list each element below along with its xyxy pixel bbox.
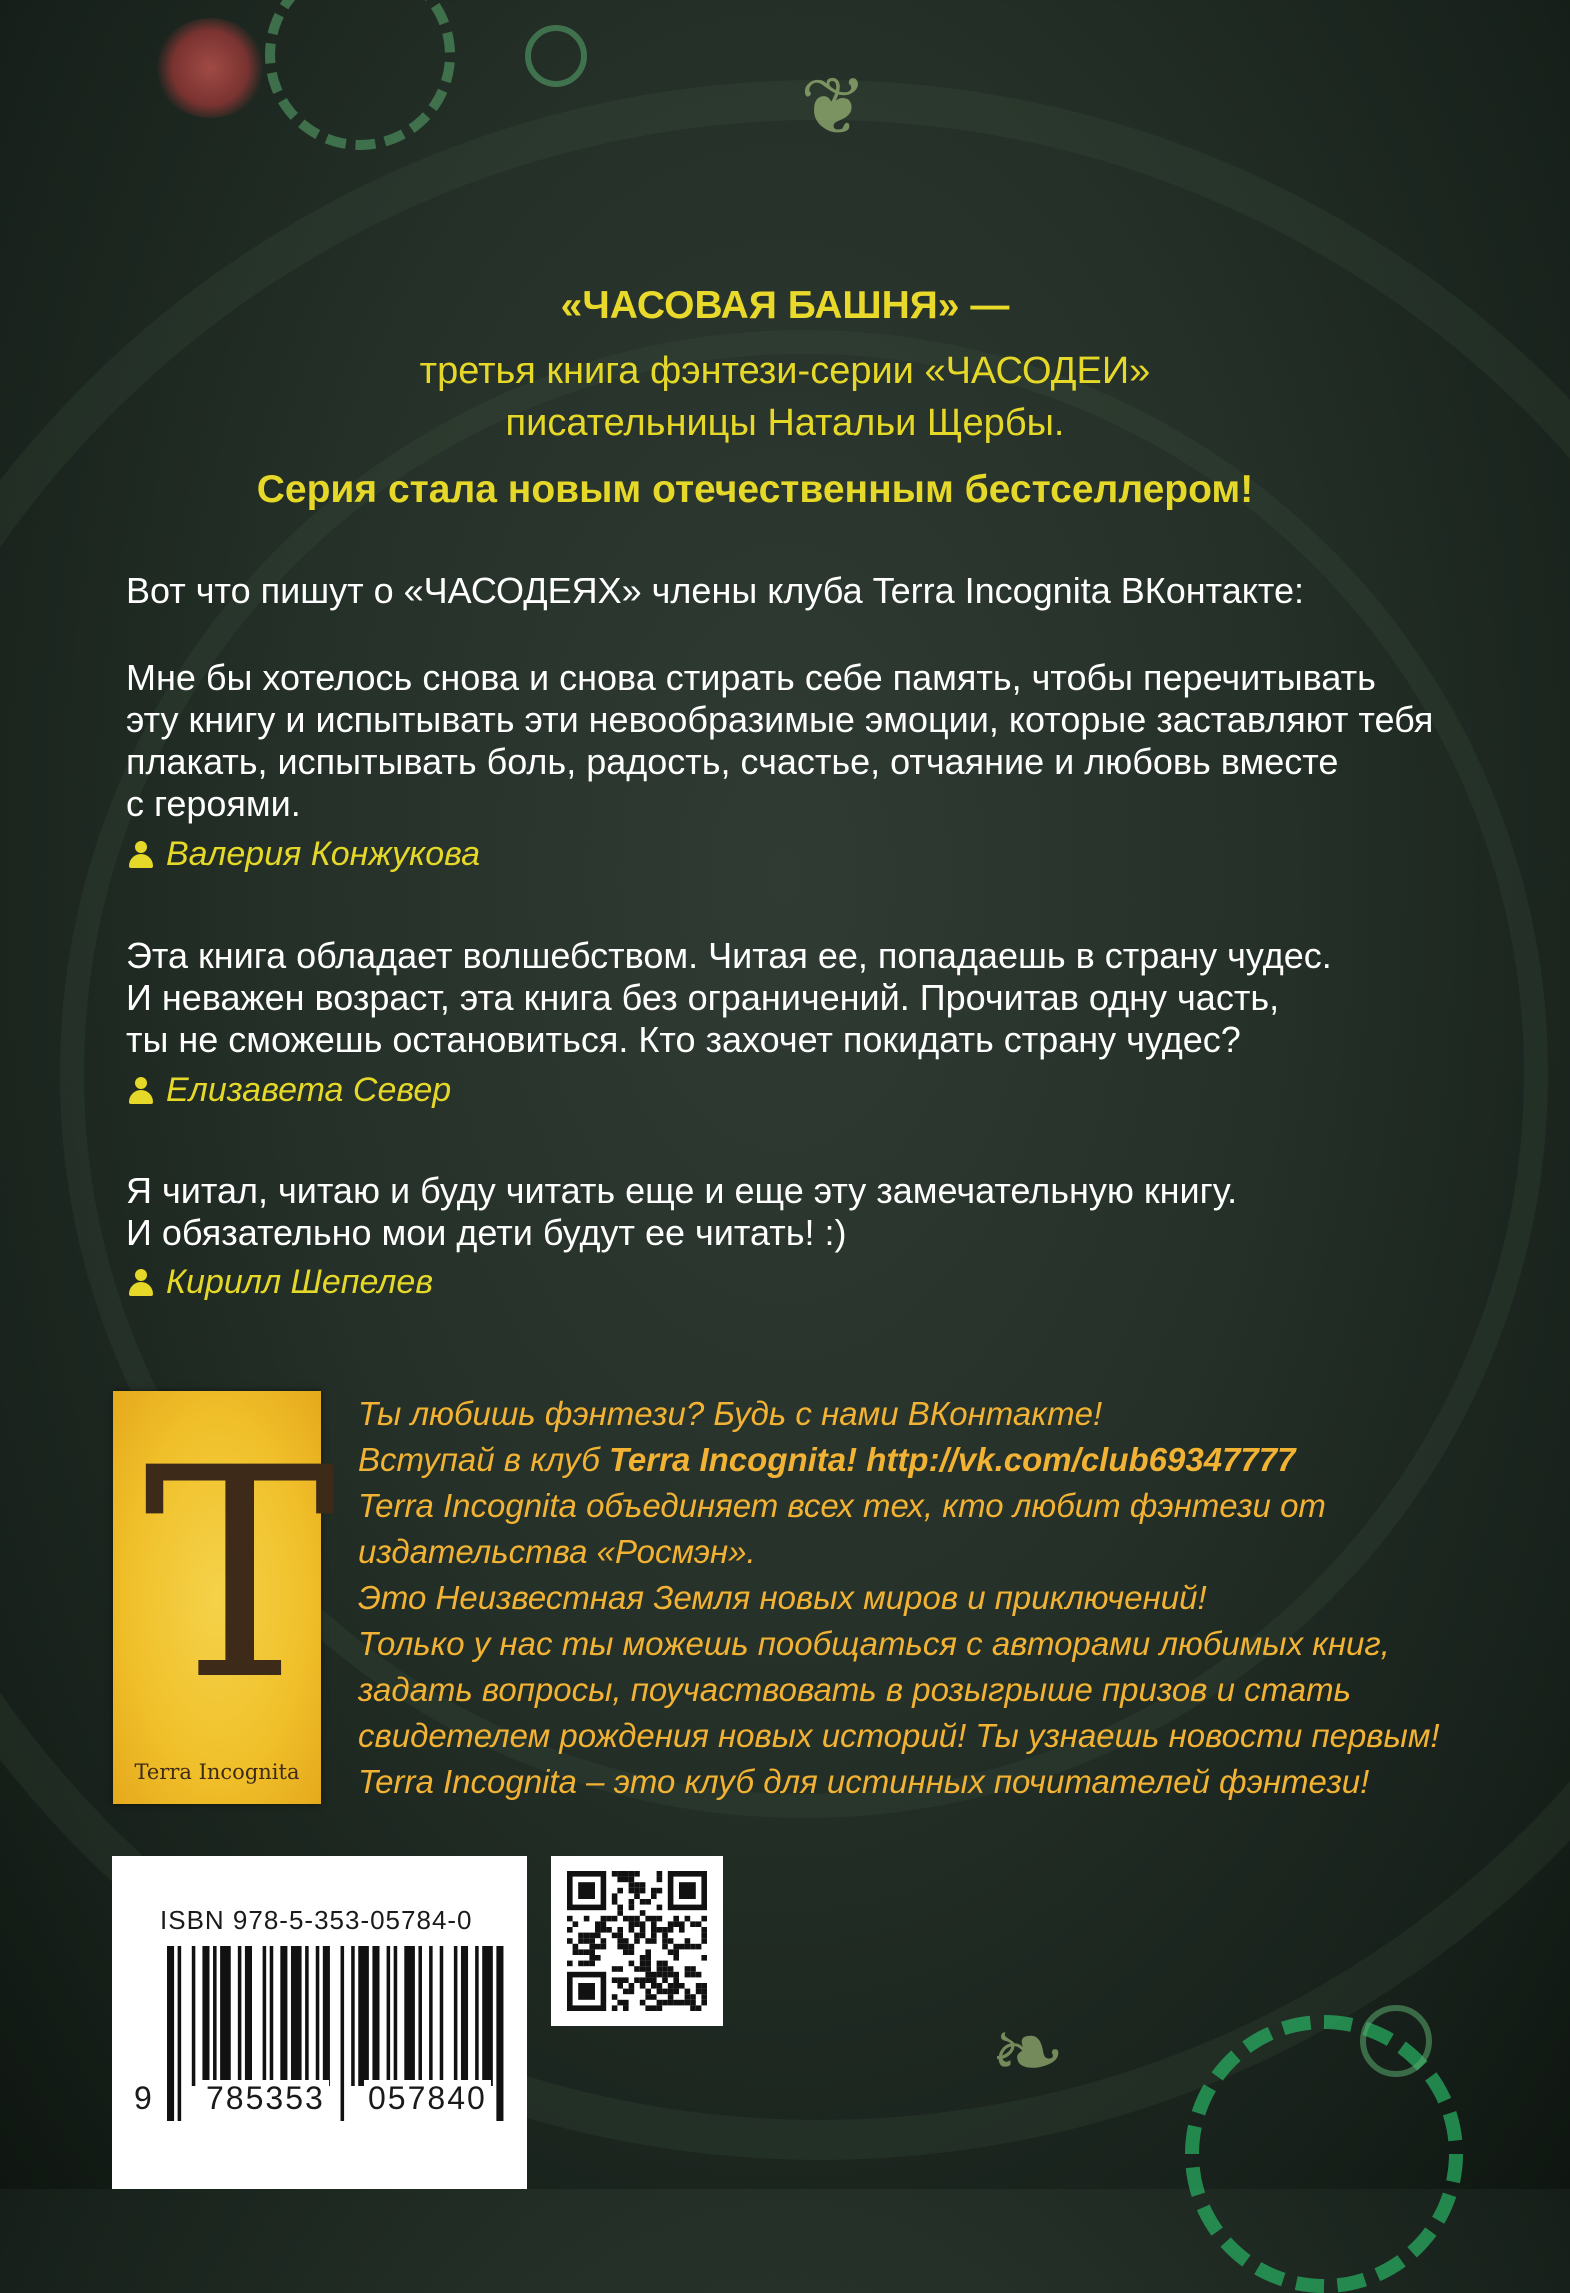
qr-module [645, 1955, 651, 1961]
barcode-bar [305, 1946, 309, 2086]
qr-module [629, 1871, 635, 1877]
qr-module [573, 1944, 579, 1950]
qr-module [634, 1882, 640, 1888]
barcode-bar [213, 1946, 217, 2086]
qr-module [617, 1877, 623, 1883]
qr-module [657, 1961, 663, 1967]
qr-module [584, 1933, 590, 1939]
qr-module [595, 1944, 601, 1950]
qr-finder-center [578, 1882, 595, 1899]
barcode-bar [461, 1946, 468, 2086]
club-link: Terra Incognita! http://vk.com/club69347777 [608, 1441, 1296, 1478]
intro-text: Вот что пишут о «ЧАСОДЕЯХ» члены клуба Terra Incognita ВКонтакте: [126, 570, 1304, 611]
qr-module [617, 1938, 623, 1944]
qr-module [567, 1916, 573, 1922]
qr-module [629, 1989, 635, 1995]
qr-module [612, 1966, 618, 1972]
person-icon [126, 1268, 156, 1298]
qr-module [696, 1921, 702, 1927]
barcode-bar [351, 1946, 355, 2086]
qr-module [601, 1921, 607, 1927]
qr-module [578, 1961, 584, 1967]
qr-module [662, 1972, 668, 1978]
qr-module [668, 1989, 674, 1995]
qr-module [589, 1938, 595, 1944]
logo-label: Terra Incognita [134, 1760, 300, 1784]
qr-module [679, 2000, 685, 2006]
qr-module [617, 1905, 623, 1911]
qr-module [612, 1899, 618, 1905]
review-author [126, 1263, 433, 1302]
qr-module [651, 1972, 657, 1978]
barcode-bar [358, 1946, 369, 2086]
qr-module [696, 1944, 702, 1950]
qr-module [701, 2000, 707, 2006]
promo-line [358, 1437, 1508, 1483]
qr-module [701, 1938, 707, 1944]
qr-module [701, 1983, 707, 1989]
qr-module [651, 1938, 657, 1944]
qr-module [657, 1916, 663, 1922]
qr-module [685, 1938, 691, 1944]
qr-module [623, 1944, 629, 1950]
qr-module [690, 1994, 696, 2000]
qr-module [589, 1955, 595, 1961]
qr-module [668, 2000, 674, 2006]
barcode-bar [418, 1946, 422, 2086]
qr-module [640, 1977, 646, 1983]
review-line: Мне бы хотелось снова и снова стирать себе память, чтобы перечитывать [126, 657, 1376, 698]
qr-module [657, 1927, 663, 1933]
review-line: Я читал, читаю и буду читать еще и еще эту замечательную книгу. [126, 1170, 1238, 1211]
qr-module [645, 1916, 651, 1922]
qr-module [629, 1983, 635, 1989]
author-name: Валерия Конжукова [166, 835, 481, 873]
qr-module [617, 1910, 623, 1916]
qr-code-pattern [567, 1871, 707, 2011]
barcode-bar [482, 1946, 493, 2086]
qr-module [645, 1966, 651, 1972]
qr-module [662, 1966, 668, 1972]
isbn-barcode-label [112, 1856, 527, 2189]
qr-module [662, 1927, 668, 1933]
qr-module [696, 1972, 702, 1978]
qr-module [651, 1888, 657, 1894]
qr-module [690, 2005, 696, 2011]
qr-module [668, 1994, 674, 2000]
barcode-bar [454, 1946, 458, 2086]
qr-module [679, 1944, 685, 1950]
qr-module [673, 2000, 679, 2006]
qr-module [623, 1977, 629, 1983]
qr-module [573, 1921, 579, 1927]
qr-module [617, 1944, 623, 1950]
qr-module [696, 1989, 702, 1995]
qr-module [645, 1961, 651, 1967]
promo-line: Terra Incognita объединяет всех тех, кто любит фэнтези от [358, 1487, 1326, 1524]
qr-module [645, 1994, 651, 2000]
qr-module [634, 1916, 640, 1922]
qr-module [623, 1989, 629, 1995]
qr-module [617, 1983, 623, 1989]
terra-incognita-logo [113, 1391, 337, 1804]
review-line: Эта книга обладает волшебством. Читая ее, попадаешь в страну чудес. [126, 935, 1332, 976]
promo-line: Это Неизвестная Земля новых миров и приключений! [358, 1579, 1207, 1616]
qr-module [640, 1961, 646, 1967]
barcode-bar [192, 1946, 196, 2086]
qr-module [640, 1882, 646, 1888]
barcode-bar [238, 1946, 242, 2086]
qr-module [685, 1989, 691, 1995]
qr-module [584, 1961, 590, 1967]
qr-module [601, 1938, 607, 1944]
qr-module [668, 1966, 674, 1972]
gear-ornament-top [265, 0, 455, 150]
barcode-bar [429, 1946, 433, 2086]
headline-line-2: третья книга фэнтези-серии «ЧАСОДЕИ» [419, 350, 1151, 392]
qr-module [612, 1977, 618, 1983]
qr-module [612, 1933, 618, 1939]
review-line: с героями. [126, 783, 301, 824]
review-text [126, 657, 1526, 825]
qr-module [601, 1927, 607, 1933]
qr-module [668, 1983, 674, 1989]
qr-module [584, 1916, 590, 1922]
qr-module [623, 1916, 629, 1922]
qr-module [595, 1927, 601, 1933]
qr-module [629, 1877, 635, 1883]
qr-module [657, 1888, 663, 1894]
qr-module [673, 1916, 679, 1922]
person-icon [126, 1076, 156, 1106]
qr-module [673, 1989, 679, 1995]
qr-module [651, 1994, 657, 2000]
qr-module [651, 1893, 657, 1899]
qr-module [617, 1927, 623, 1933]
qr-module [589, 1949, 595, 1955]
flourish-ornament-top: ❦ [800, 60, 868, 153]
qr-module [657, 1983, 663, 1989]
qr-module [657, 2005, 663, 2011]
qr-module [668, 1949, 674, 1955]
qr-module [640, 1983, 646, 1989]
headline-line-3: писательницы Натальи Щербы. [505, 402, 1065, 444]
qr-module [685, 1966, 691, 1972]
qr-module [629, 1944, 635, 1950]
review-line: ты не сможешь остановиться. Кто захочет покидать страну чудес? [126, 1019, 1241, 1060]
qr-module [657, 1905, 663, 1911]
qr-module [645, 2005, 651, 2011]
qr-module [629, 1916, 635, 1922]
qr-module [623, 1871, 629, 1877]
review-text [126, 935, 1526, 1061]
qr-module [640, 1910, 646, 1916]
qr-module [673, 1977, 679, 1983]
qr-module [634, 1966, 640, 1972]
barcode-bar [202, 1946, 209, 2086]
qr-module [701, 1955, 707, 1961]
qr-module [662, 1933, 668, 1939]
qr-module [612, 2005, 618, 2011]
review-text [126, 1170, 1526, 1254]
barcode-bar [245, 1946, 252, 2086]
promo-line: Ты любишь фэнтези? Будь с нами ВКонтакте! [358, 1395, 1103, 1432]
promo-line: Terra Incognita – это клуб для истинных почитателей фэнтези! [358, 1763, 1370, 1800]
barcode-bar [270, 1946, 274, 2086]
promo-line: издательства «Росмэн». [358, 1533, 756, 1570]
qr-module [612, 1994, 618, 2000]
qr-module [578, 1933, 584, 1939]
promo-line: задать вопросы, поучаствовать в розыгрыше призов и стать [358, 1671, 1351, 1708]
qr-module [690, 1966, 696, 1972]
qr-module [612, 1893, 618, 1899]
promo-line: Только у нас ты можешь пообщаться с авторами любимых книг, [358, 1625, 1390, 1662]
club-promo-text [358, 1391, 1508, 1805]
barcode-bar [316, 1946, 320, 2086]
qr-finder-center [578, 1983, 595, 2000]
flourish-ornament-bottom: ❧ [990, 2000, 1066, 2105]
qr-module [629, 1905, 635, 1911]
gear-ornament-top-small [525, 25, 587, 87]
qr-module [584, 1949, 590, 1955]
qr-module [657, 1966, 663, 1972]
barcode-bar [440, 1946, 444, 2086]
barcode-group-2: 057840 [364, 2080, 491, 2117]
qr-module [673, 1955, 679, 1961]
qr-module [629, 1921, 635, 1927]
qr-module [595, 1933, 601, 1939]
qr-module [617, 2000, 623, 2006]
person-icon [126, 840, 156, 870]
qr-module [640, 1955, 646, 1961]
qr-module [640, 1888, 646, 1894]
qr-module [651, 1921, 657, 1927]
barcode-digit-first: 9 [134, 2080, 152, 2116]
qr-module [629, 1899, 635, 1905]
qr-module [617, 1871, 623, 1877]
qr-module [640, 1899, 646, 1905]
qr-module [578, 1949, 584, 1955]
qr-module [601, 1944, 607, 1950]
qr-module [634, 1977, 640, 1983]
review-author [126, 1071, 451, 1110]
qr-module [701, 1933, 707, 1939]
qr-module [623, 2000, 629, 2006]
qr-module [629, 1882, 635, 1888]
qr-module [589, 1944, 595, 1950]
qr-module [595, 1955, 601, 1961]
qr-module [640, 1933, 646, 1939]
qr-module [685, 1916, 691, 1922]
barcode-bar [178, 1946, 182, 2121]
qr-module [645, 1977, 651, 1983]
qr-module [685, 2000, 691, 2006]
qr-module [606, 1916, 612, 1922]
qr-module [617, 1966, 623, 1972]
qr-module [685, 1972, 691, 1978]
barcode-bar [291, 1946, 302, 2086]
qr-module [589, 1961, 595, 1967]
author-name: Елизавета Север [166, 1071, 452, 1109]
qr-module [573, 1949, 579, 1955]
barcode-bar [280, 1946, 287, 2086]
review-line: И неважен возраст, эта книга без ограничений. Прочитав одну часть, [126, 977, 1280, 1018]
qr-module [651, 2005, 657, 2011]
barcode-bar [323, 1946, 330, 2086]
qr-module [673, 1944, 679, 1950]
qr-module [690, 1921, 696, 1927]
qr-module [567, 1938, 573, 1944]
logo-letter: T [143, 1407, 337, 1744]
qr-module [612, 1871, 618, 1877]
review-author [126, 835, 480, 874]
qr-module [640, 1927, 646, 1933]
barcode-bar [220, 1946, 231, 2086]
qr-module [634, 1871, 640, 1877]
review-line: плакать, испытывать боль, радость, счастье, отчаяние и любовь вместе [126, 741, 1339, 782]
qr-module [567, 1927, 573, 1933]
qr-module [606, 1927, 612, 1933]
qr-module [662, 1989, 668, 1995]
qr-module [685, 1994, 691, 2000]
qr-module [696, 2005, 702, 2011]
headline-title: «ЧАСОВАЯ БАШНЯ» — [560, 284, 1010, 327]
qr-module [629, 1961, 635, 1967]
qr-module [662, 1944, 668, 1950]
barcode-bar [404, 1946, 415, 2086]
qr-module [690, 1944, 696, 1950]
barcode-bar [167, 1946, 174, 2121]
qr-module [629, 1927, 635, 1933]
qr-module [645, 1938, 651, 1944]
qr-finder-center [679, 1882, 696, 1899]
barcode-bar [372, 1946, 379, 2086]
qr-module [645, 1972, 651, 1978]
qr-module [701, 1916, 707, 1922]
barcode-bar [263, 1946, 267, 2086]
qr-module [634, 1933, 640, 1939]
qr-module [657, 2000, 663, 2006]
qr-module [640, 2000, 646, 2006]
qr-module [623, 2005, 629, 2011]
qr-module [634, 1921, 640, 1927]
qr-module [657, 1989, 663, 1995]
qr-module [651, 1977, 657, 1983]
qr-module [662, 2000, 668, 2006]
qr-code [551, 1856, 723, 2026]
qr-module [673, 1972, 679, 1978]
qr-module [617, 1888, 623, 1894]
barcode-bar [387, 1946, 391, 2086]
qr-module [657, 1972, 663, 1978]
qr-module [623, 1877, 629, 1883]
qr-module [679, 1921, 685, 1927]
review-line: эту книгу и испытывать эти невообразимые эмоции, которые заставляют тебя [126, 699, 1434, 740]
barcode-bar [394, 1946, 398, 2086]
qr-module [668, 1927, 674, 1933]
qr-module [640, 1966, 646, 1972]
rose-ornament [155, 18, 265, 118]
isbn-number: ISBN 978-5-353-05784-0 [160, 1905, 473, 1935]
qr-module [623, 1949, 629, 1955]
review-line: И обязательно мои дети будут ее читать! :) [126, 1212, 847, 1253]
qr-module [595, 1921, 601, 1927]
barcode-bar [341, 1946, 345, 2121]
qr-module [668, 1938, 674, 1944]
qr-module [645, 1949, 651, 1955]
qr-module [701, 1927, 707, 1933]
author-name: Кирилл Шепелев [166, 1263, 434, 1301]
qr-module [673, 1949, 679, 1955]
qr-module [612, 1916, 618, 1922]
qr-module [662, 1961, 668, 1967]
barcode-bar [496, 1946, 503, 2121]
qr-module [679, 1983, 685, 1989]
qr-module [584, 1938, 590, 1944]
qr-module [701, 1989, 707, 1995]
gear-ornament-bottom-small [1360, 2005, 1432, 2077]
qr-module [578, 1938, 584, 1944]
qr-module [690, 2000, 696, 2006]
qr-module [651, 1983, 657, 1989]
headline-line-4: Серия стала новым отечественным бестселлером! [256, 468, 1254, 511]
qr-module [685, 1944, 691, 1950]
qr-module [617, 1977, 623, 1983]
qr-module [623, 1938, 629, 1944]
qr-module [651, 1916, 657, 1922]
qr-module [690, 1972, 696, 1978]
qr-module [673, 1983, 679, 1989]
qr-module [589, 1933, 595, 1939]
qr-module [617, 1933, 623, 1939]
qr-module [657, 1877, 663, 1883]
promo-line-start: Вступай в клуб [358, 1441, 609, 1478]
qr-module [634, 1888, 640, 1894]
qr-module [634, 1893, 640, 1899]
qr-module [696, 1983, 702, 1989]
qr-module [645, 1989, 651, 1995]
qr-module [645, 1899, 651, 1905]
qr-module [629, 1949, 635, 1955]
promo-line: свидетелем рождения новых историй! Ты узнаешь новости первым! [358, 1717, 1440, 1754]
qr-module [629, 1888, 635, 1894]
qr-module [668, 1972, 674, 1978]
qr-module [673, 1921, 679, 1927]
qr-module [662, 1977, 668, 1983]
qr-module [651, 1933, 657, 1939]
qr-module [651, 1927, 657, 1933]
qr-module [668, 1921, 674, 1927]
barcode-group-1: 785353 [202, 2080, 329, 2117]
qr-module [657, 1871, 663, 1877]
qr-module [567, 1961, 573, 1967]
qr-module [679, 1927, 685, 1933]
qr-module [601, 1916, 607, 1922]
qr-module [634, 1938, 640, 1944]
qr-module [662, 1938, 668, 1944]
qr-module [701, 1994, 707, 2000]
qr-module [640, 1921, 646, 1927]
barcode-bar [475, 1946, 479, 2086]
